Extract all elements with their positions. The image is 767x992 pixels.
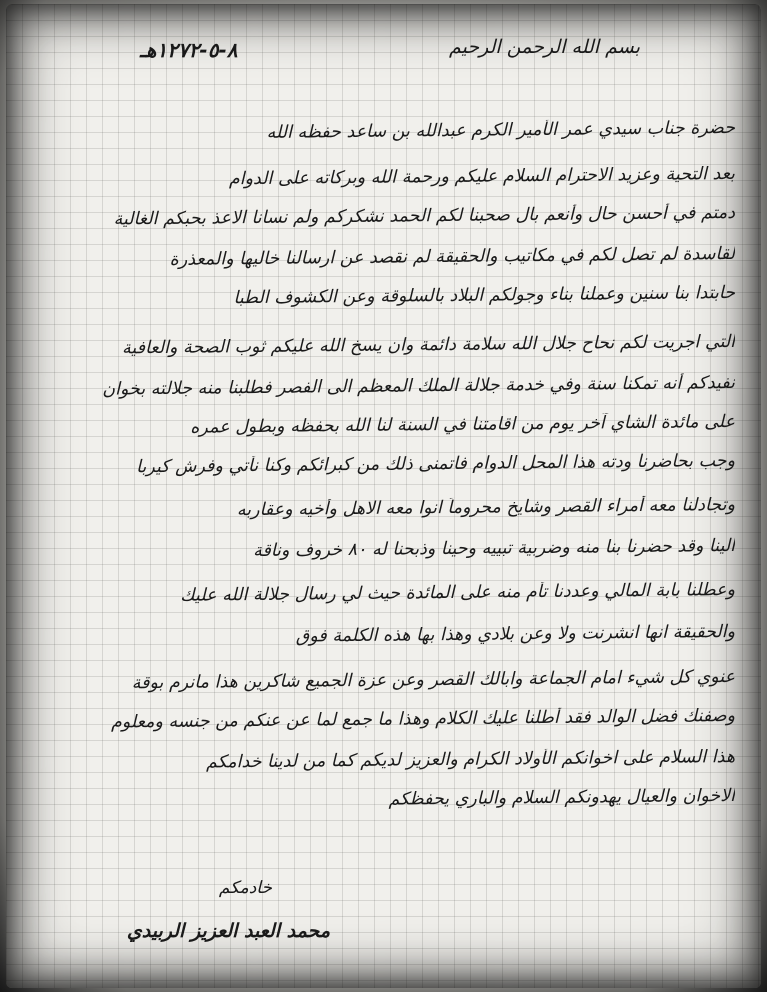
signature: محمد العبد العزيز الربيدي (126, 920, 330, 942)
letter-line-salutation: حضرة جناب سيدي عمر الأمير الكرم عبدالله بن ساعد حفظه الله (266, 118, 736, 143)
letter-line: وعطلنا بابة المالي وعددنا تأم منه على المائدة حيث لي رسال جلالة الله عليك (180, 580, 736, 606)
letter-line: التي اجريت لكم نحاح جلال الله سلامة دائمة وان يسخ الله عليكم ثوب الصحة والعافية (121, 332, 736, 359)
letter-line: عنوي كل شيء امام الجماعة وابالك القصر وعن عزة الجميع شاكرين هذا مانرم بوقة (131, 667, 736, 694)
letter-line: وصفنك فضل الوالد فقد أطلنا عليك الكلام وهذا ما جمع لما عن عنكم من جنسه ومعلوم (110, 706, 736, 733)
letter-line: الينا وقد حضرنا بنا منه وضربية تبييه وحينا وذبحنا له ٨٠ خروف وناقة (252, 536, 736, 562)
letter-line: نفيدكم أنه تمكنا سنة وفي خدمة جلالة الملك المعظم الى الفصر فطلبنا منه جلالته بخوان (102, 373, 736, 400)
letter-line-final: الاخوان والعيال يهدونكم السلام والباري يحفظكم (388, 786, 736, 810)
letter-line: بعد التحية وعزيد الاحترام السلام عليكم ورحمة الله وبركاته على الدوام (228, 164, 736, 190)
letter-line: وجب بحاضرنا ودته هذا المحل الدوام فاتمنى ذلك من كبرائكم وكنا نأتي وفرش كيربا (135, 451, 736, 478)
letter-line: والحقيقة انها انشرنت ولا وعن بلادي وهذا بها هذه الكلمة فوق (295, 622, 736, 647)
letter-line: على مائدة الشاي آخر يوم من اقامتنا في السنة لنا الله بحفظه وبطول عمره (190, 412, 736, 438)
closing-phrase: خادمكم (218, 878, 272, 898)
letter-line: وتجادلنا معه أمراء القصر وشايخ محروماً انوا معه الاهل وأخيه وعقاربه (236, 495, 736, 521)
letter-line: دمتم في أحسن حال وأنعم بال صحبنا لكم الحمد نشكركم ولم نسانا الاعذ بحبكم الغالية (113, 203, 736, 230)
letter-line: لقاسدة لم تصل لكم في مكاتيب والحقيقة لم نقصد عن ارسالنا خاليها والمعذرة (169, 244, 736, 270)
basmala-header: بسم الله الرحمن الرحيم (449, 36, 640, 58)
letter-date: ٨-٥-١٢٧٢هـ (140, 38, 238, 62)
letter-line: حابتدا بنا سنين وعملنا بناء وجولكم البلاد بالسلوقة وعن الكشوف الطبا (233, 283, 736, 309)
letter-line: هذا السلام على اخوانكم الأولاد الكرام والعزيز لديكم كما من لدينا خدامكم (205, 747, 736, 773)
